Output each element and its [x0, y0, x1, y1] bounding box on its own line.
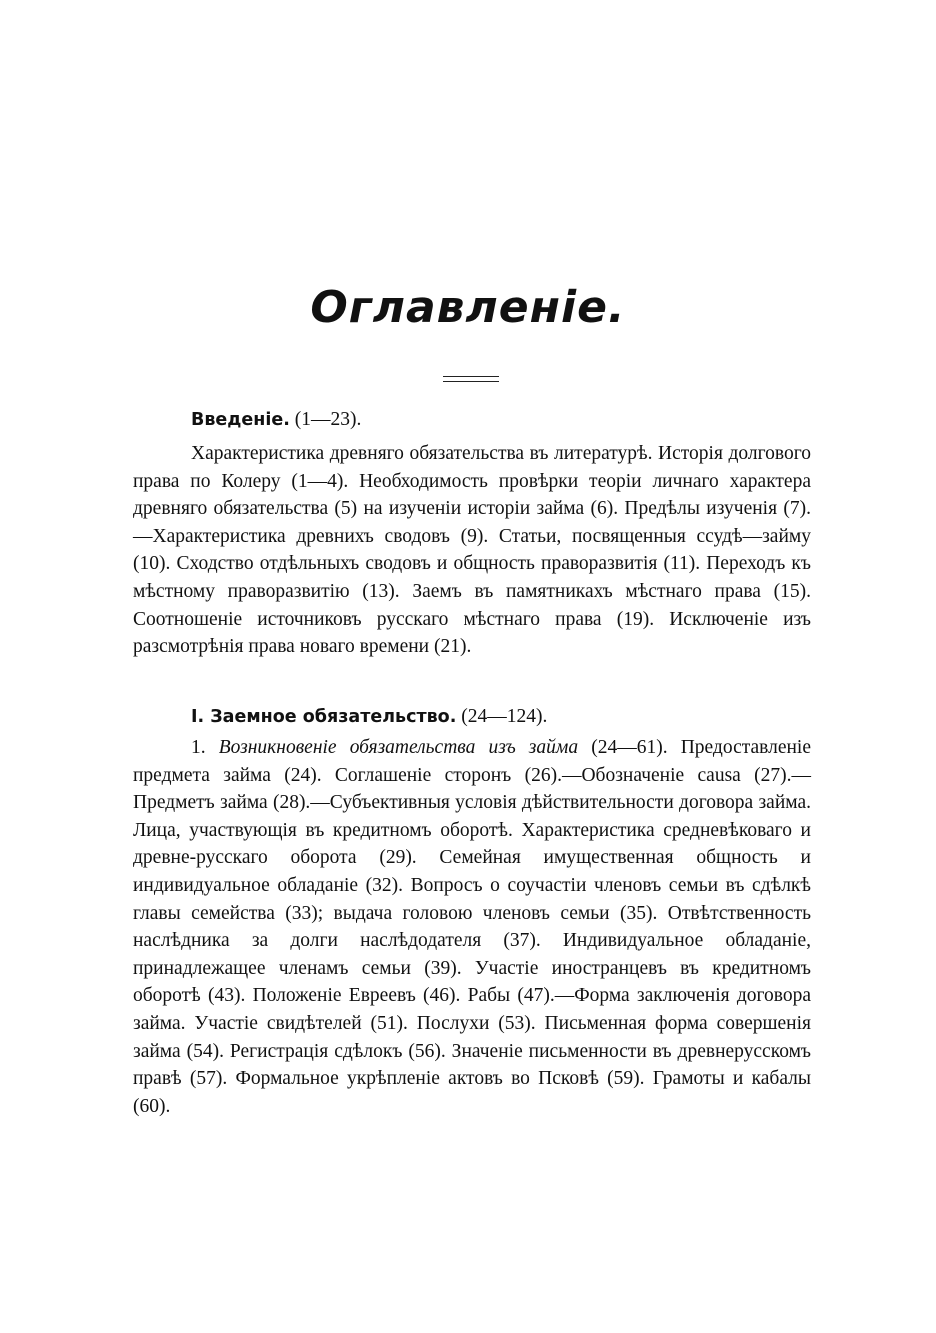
page-title: Оглавленіе.	[310, 282, 626, 333]
section-1-heading	[191, 703, 547, 732]
section-1-heading-label: I. Заемное обязательство.	[191, 707, 457, 727]
subsection-1-text: (24—61). Предоставленіе предмета займа (24). Соглашеніе сторонъ (26).—Обозначеніе causa (27).—Предметъ займа (28).—Субъективныя условія дѣйствительности договора займа. Лица, участвующія въ кредитномъ оборотѣ. Характеристика средневѣковаго и древне-русскаго оборота (29). Семейная имущественная общность и индивидуальное обладаніе (32). Вопросъ о соучастіи членовъ семьи въ сдѣлкѣ главы семейства (33); выдача головою членовъ семьи (35). Отвѣтственность наслѣдника за долги наслѣдодателя (37). Индивидуальное обладаніе, принадлежащее членамъ семьи (39). Участіе иностранцевъ въ кредитномъ оборотѣ (43). Положеніе Евреевъ (46). Рабы (47).—Форма заключенія договора займа. Участіе свидѣтелей (51). Послухи (53). Письменная форма совершенія займа (54). Регистрація сдѣлокъ (56). Значеніе письменности въ древнерусскомъ правѣ (57). Формальное укрѣпленіе актовъ во Псковѣ (59). Грамоты и кабалы (60).	[133, 737, 812, 1117]
introduction-heading	[191, 406, 361, 435]
introduction-body	[133, 440, 811, 661]
introduction-heading-label: Введеніе.	[191, 410, 290, 430]
subsection-1-number: 1.	[191, 737, 206, 758]
decorative-rule-bottom	[443, 381, 499, 382]
introduction-text: Характеристика древняго обязательства въ литературѣ. Исторія долгового права по Колеру (1—4). Необходимость провѣрки теоріи личнаго характера древняго обязательства (5) на изученіи исторіи займа (6). Предѣлы изученія (7).—Характеристика древнихъ сводовъ (9). Статьи, посвященныя ссудѣ—займу (10). Сходство отдѣльныхъ сводовъ и общность праворазвитія (11). Переходъ къ мѣстному праворазвитію (13). Заемъ въ памятникахъ мѣстнаго права (15). Соотношеніе источниковъ русскаго мѣстнаго права (19). Исключеніе изъ разсмотрѣнія права новаго времени (21).	[133, 443, 811, 658]
decorative-rule-top	[443, 376, 499, 377]
subsection-1-title: Возникновеніе обязательства изъ займа	[218, 737, 579, 758]
section-1-range: (24—124).	[461, 706, 548, 727]
introduction-range: (1—23).	[294, 409, 362, 430]
subsection-1-paragraph	[133, 734, 811, 1120]
subsection-1-body	[133, 734, 811, 1120]
